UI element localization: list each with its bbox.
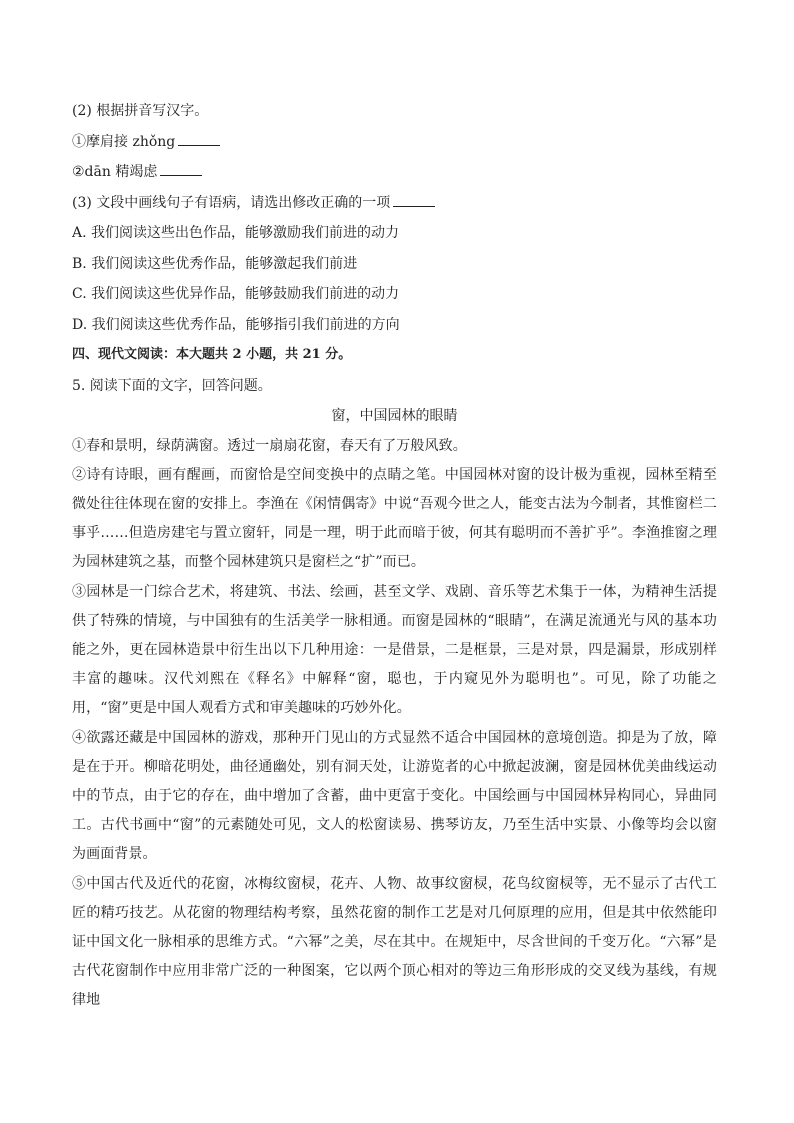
article-paragraph-4: ④欲露还藏是中国园林的游戏，那种开门见山的方式显然不适合中国园林的意境创造。抑是为了放，障是在于开。柳暗花明处，曲径通幽处，别有洞天处，让游览者的心中掀起波澜，窗是园林优美曲线运动中的节点，由于它的存在，曲中增加了含蓄，曲中更富于变化。中国绘画与中国园林异构同心，异曲同工。古代书画中“窗”的元素随处可见，文人的松窗读易、携琴访友，乃至生活中实景、小像等均会以窗为画面背景。 (72, 729, 717, 863)
answer-blank-1[interactable] (178, 133, 220, 146)
exam-page (72, 96, 717, 1016)
q3-stem-text: (3) 文段中画线句子有语病，请选出修改正确的一项 (72, 194, 391, 211)
article-title: 窗，中国园林的眼睛 (331, 408, 458, 424)
q2-item-1 (72, 127, 717, 158)
option-c: C. 我们阅读这些优异作品，能够鼓励我们前进的动力 (72, 286, 400, 302)
article-paragraph-5: ⑤中国古代及近代的花窗，冰梅纹窗棂，花卉、人物、故事纹窗棂，花鸟纹窗棂等，无不显示了古代工匠的精巧技艺。从花窗的物理结构考察，虽然花窗的制作工艺是对几何原理的应用，但是其中依然能印证中国文化一脉相承的思维方式。“六幂”之美，尽在其中。在规矩中，尽含世间的千变万化。“六幂”是古代花窗制作中应用非常广泛的一种图案，它以两个顶心相对的等边三角形形成的交叉线为基线，有规律地 (72, 875, 717, 1009)
q2-stem: (2) 根据拼音写汉字。 (72, 103, 209, 119)
section-heading: 四、现代文阅读：本大题共 2 小题，共 21 分。 (72, 347, 352, 362)
article-paragraph-2: ②诗有诗眼，画有醒画，而窗恰是空间变换中的点睛之笔。中国园林对窗的设计极为重视，园林至精至微处往往体现在窗的安排上。李渔在《闲情偶寄》中说“吾观今世之人，能变古法为今制者，其惟窗栏二事乎……但造房建宅与置立窗轩，同是一理，明于此而暗于彼，何其有聪明而不善扩乎”。李渔推窗之理为园林建筑之基，而整个园林建筑只是窗栏之“扩”而已。 (72, 466, 717, 571)
article-paragraph-3: ③园林是一门综合艺术，将建筑、书法、绘画，甚至文学、戏剧、音乐等艺术集于一体，为精神生活提供了特殊的情境，与中国独有的生活美学一脉相通。而窗是园林的“眼睛”，在满足流通光与风的基本功能之外，更在园林造景中衍生出以下几种用途：一是借景，二是框景，三是对景，四是漏景，形成别样丰富的趣味。汉代刘熙在《释名》中解释“窗，聪也，于内窥见外为聪明也”。可见，除了功能之用，“窗”更是中国人观看方式和审美趣味的巧妙外化。 (72, 583, 717, 717)
q5-stem: 5. 阅读下面的文字，回答问题。 (72, 377, 272, 394)
q2-item-2 (72, 157, 717, 188)
answer-blank-2[interactable] (160, 163, 202, 176)
q2-item-1-text: ①摩肩接 zhǒng (72, 133, 176, 150)
option-d: D. 我们阅读这些优秀作品，能够指引我们前进的方向 (72, 316, 400, 333)
q2-item-2-text: ②dān 精竭虑 (72, 164, 158, 180)
article-paragraph-1: ①春和景明，绿荫满窗。透过一扇扇花窗，春天有了万般风致。 (72, 437, 467, 454)
option-b: B. 我们阅读这些优秀作品，能够激起我们前进 (72, 255, 358, 272)
q3-stem (72, 188, 717, 219)
answer-blank-3[interactable] (393, 194, 435, 207)
option-a: A. 我们阅读这些出色作品，能够激励我们前进的动力 (72, 225, 400, 241)
